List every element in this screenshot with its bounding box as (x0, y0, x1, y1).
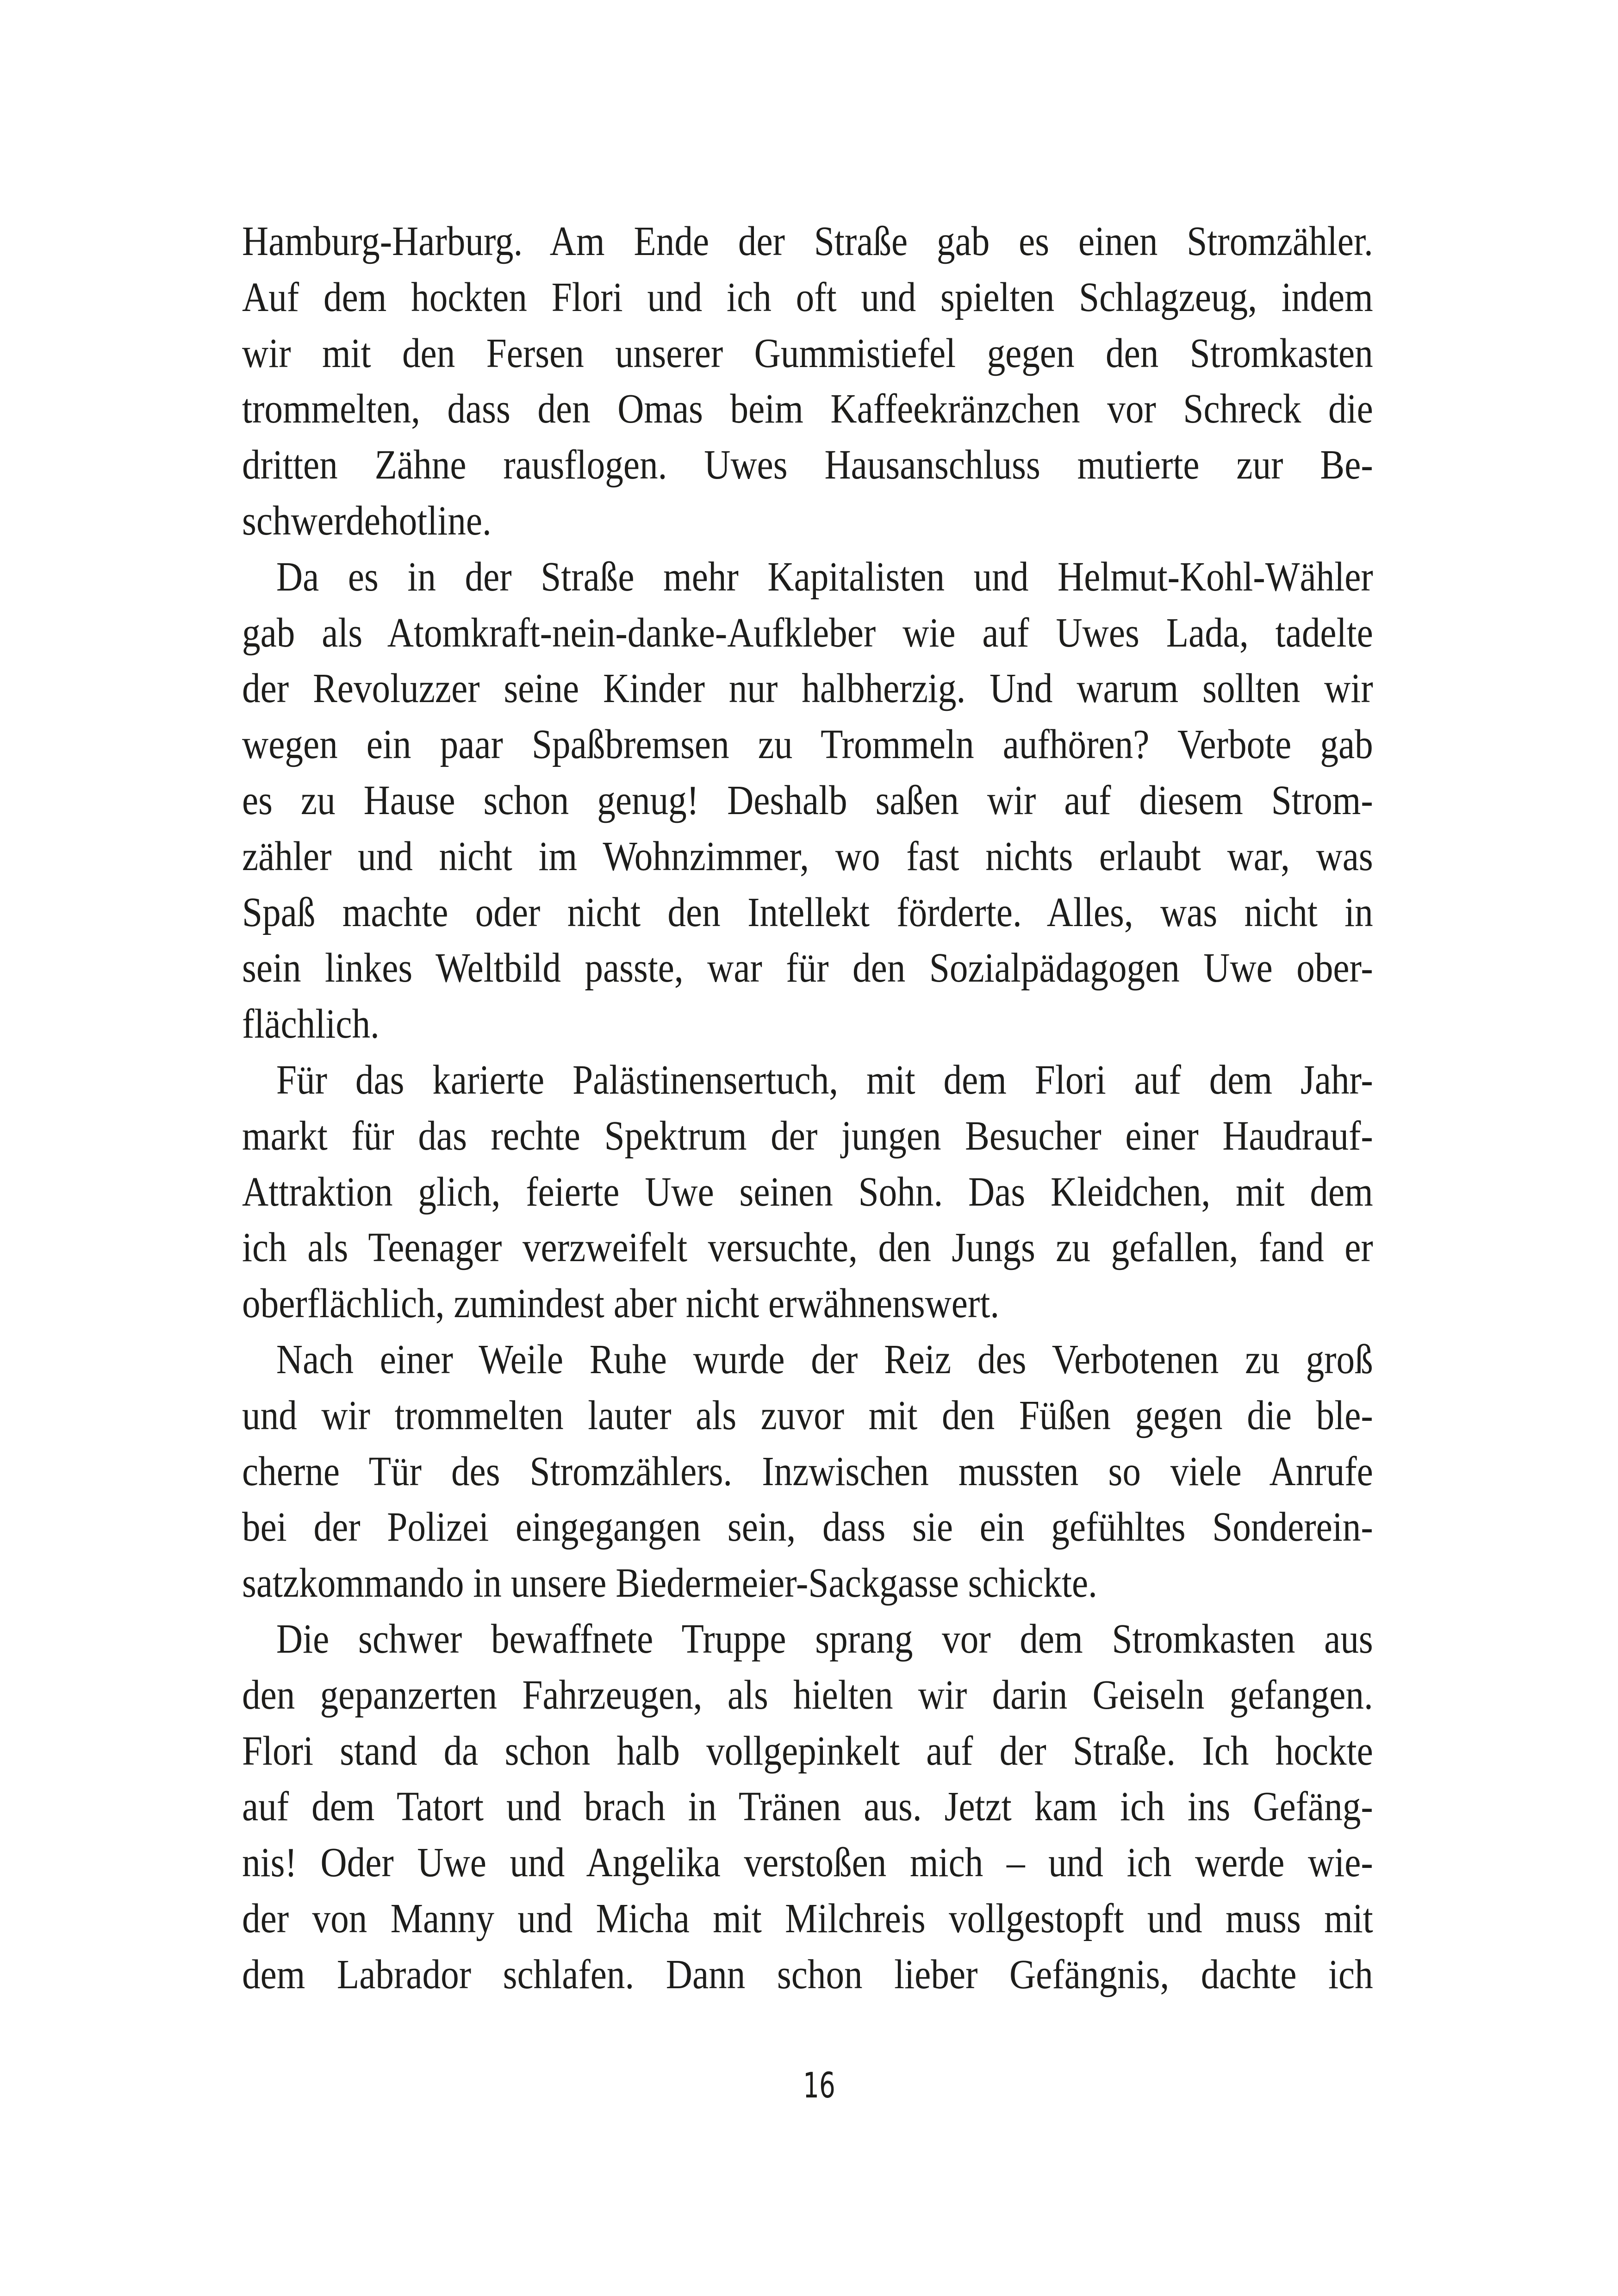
text-line: Auf dem hockten Flori und ich oft und spielten Schlagzeug, indem (242, 274, 1373, 320)
text-line: dem Labrador schlafen. Dann schon lieber Gefängnis, dachte ich (242, 1951, 1373, 1997)
text-line: dritten Zähne rausflogen. Uwes Hausanschluss mutierte zur Be- (242, 442, 1373, 488)
text-line: sein linkes Weltbild passte, war für den Sozialpädagogen Uwe ober- (242, 945, 1373, 991)
body-text (242, 214, 1373, 2003)
text-line: gab als Atomkraft-nein-danke-Aufkleber wie auf Uwes Lada, tadelte (242, 610, 1373, 656)
page-number: 16 (803, 2065, 835, 2106)
text-line: Attraktion glich, feierte Uwe seinen Sohn. Das Kleidchen, mit dem (242, 1169, 1373, 1215)
text-line: schwerdehotline. (242, 498, 492, 544)
text-line: wegen ein paar Spaßbremsen zu Trommeln aufhören? Verbote gab (242, 722, 1373, 768)
text-line: Hamburg-Harburg. Am Ende der Straße gab es einen Stromzähler. (242, 218, 1373, 264)
paragraph-4 (242, 1332, 1373, 1612)
text-line: Flori stand da schon halb vollgepinkelt auf der Straße. Ich hockte (242, 1728, 1373, 1774)
text-line: Spaß machte oder nicht den Intellekt förderte. Alles, was nicht in (242, 889, 1373, 935)
text-line: trommelten, dass den Omas beim Kaffeekränzchen vor Schreck die (242, 386, 1373, 432)
text-line: Da es in der Straße mehr Kapitalisten und Helmut-Kohl-Wähler (276, 554, 1373, 600)
text-line: nis! Oder Uwe und Angelika verstoßen mich – und ich werde wie- (242, 1840, 1373, 1886)
text-line: auf dem Tatort und brach in Tränen aus. Jetzt kam ich ins Gefäng- (242, 1784, 1373, 1830)
text-line: ich als Teenager verzweifelt versuchte, den Jungs zu gefallen, fand er (242, 1225, 1373, 1271)
text-line: flächlich. (242, 1001, 380, 1047)
text-line: der von Manny und Micha mit Milchreis vollgestopft und muss mit (242, 1895, 1373, 1941)
paragraph-5 (242, 1612, 1373, 2003)
text-line: oberflächlich, zumindest aber nicht erwähnenswert. (242, 1281, 1000, 1327)
text-line: bei der Polizei eingegangen sein, dass sie ein gefühltes Sonderein- (242, 1504, 1373, 1550)
text-line: markt für das rechte Spektrum der jungen Besucher einer Haudrauf- (242, 1113, 1373, 1159)
text-line: und wir trommelten lauter als zuvor mit den Füßen gegen die ble- (242, 1392, 1373, 1438)
paragraph-3 (242, 1052, 1373, 1332)
paragraph-2 (242, 549, 1373, 1052)
text-line: wir mit den Fersen unserer Gummistiefel gegen den Stromkasten (242, 330, 1373, 376)
text-line: den gepanzerten Fahrzeugen, als hielten wir darin Geiseln gefangen. (242, 1672, 1373, 1718)
paragraph-1 (242, 214, 1373, 549)
text-line: satzkommando in unsere Biedermeier-Sackgasse schickte. (242, 1560, 1097, 1606)
text-line: cherne Tür des Stromzählers. Inzwischen mussten so viele Anrufe (242, 1448, 1373, 1494)
text-line: es zu Hause schon genug! Deshalb saßen wir auf diesem Strom- (242, 777, 1373, 823)
text-line: der Revoluzzer seine Kinder nur halbherzig. Und warum sollten wir (242, 666, 1373, 712)
text-line: Für das karierte Palästinensertuch, mit dem Flori auf dem Jahr- (276, 1057, 1373, 1103)
text-line: Die schwer bewaffnete Truppe sprang vor dem Stromkasten aus (276, 1616, 1373, 1662)
text-line: zähler und nicht im Wohnzimmer, wo fast nichts erlaubt war, was (242, 833, 1373, 879)
text-line: Nach einer Weile Ruhe wurde der Reiz des Verbotenen zu groß (276, 1336, 1373, 1382)
